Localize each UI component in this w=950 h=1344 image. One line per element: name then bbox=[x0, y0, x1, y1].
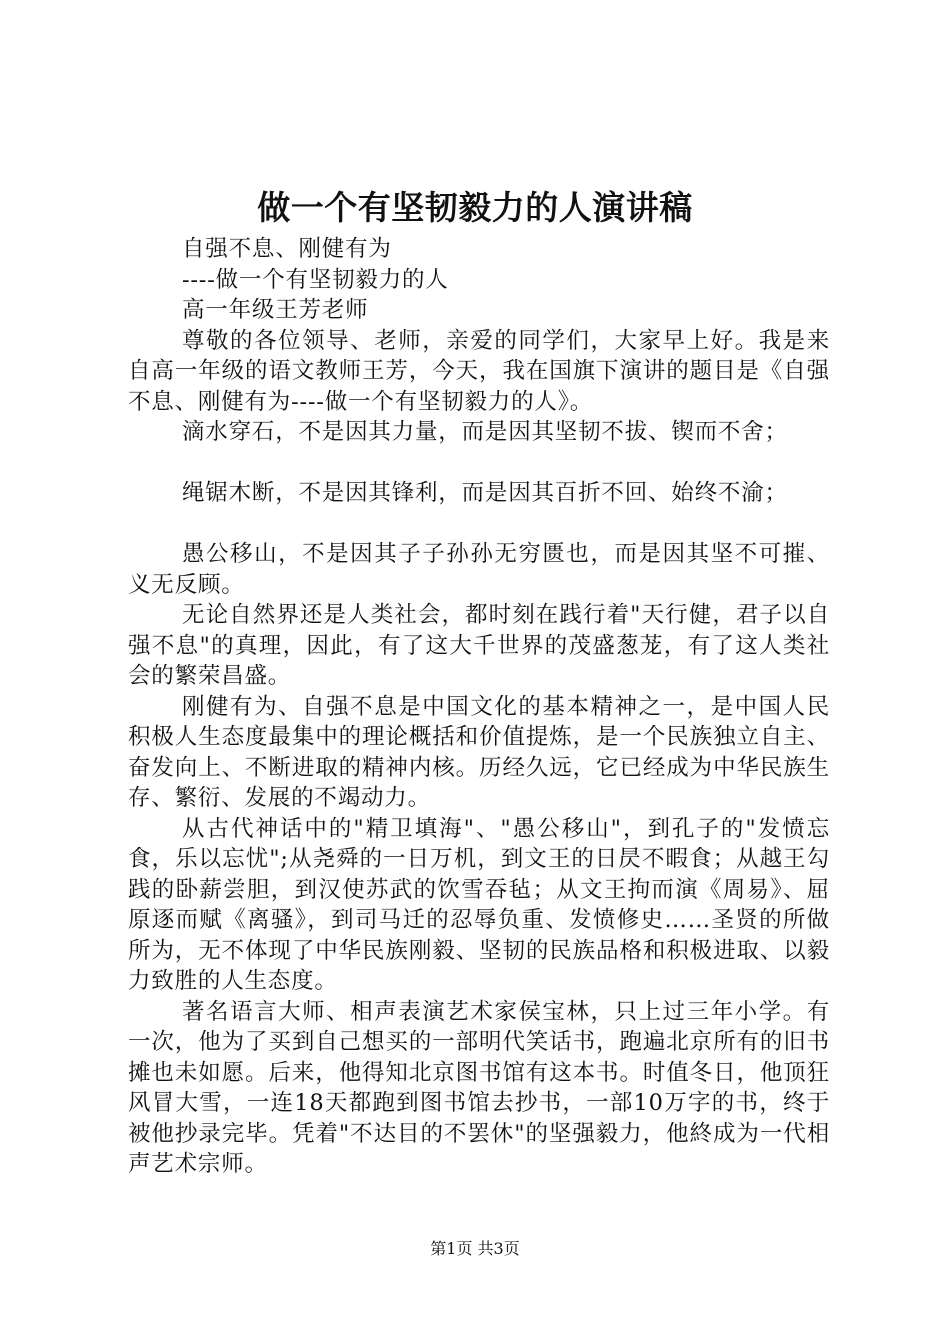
subtitle-line: 自强不息、刚健有为 bbox=[182, 236, 392, 262]
document-title: 做一个有坚韧毅力的人演讲稿 bbox=[257, 188, 693, 227]
paragraph: 无论自然界还是人类社会，都时刻在践行着"天行健，君子以自强不息"的真理，因此，有了这大千世界的茂盛葱茏，有了这人类社会的繁荣昌盛。 bbox=[128, 602, 830, 689]
paragraph: 从古代神话中的"精卫填海"、"愚公移山"，到孔子的"发愤忘食，乐以忘忧";从尧舜的一日万机，到文王的日昃不暇食；从越王勾践的卧薪尝胆，到汉使苏武的饮雪吞毡；从文王拘而演《周易》、屈原逐而赋《离骚》，到司马迁的忍辱负重、发愤修史……圣贤的所做所为，无不体现了中华民族刚毅、坚韧的民族品格和积极进取、以毅力致胜的人生态度。 bbox=[128, 815, 830, 994]
author-line: 高一年级王芳老师 bbox=[182, 297, 369, 323]
document-body bbox=[128, 234, 830, 1180]
paragraph: 刚健有为、自强不息是中国文化的基本精神之一，是中国人民积极人生态度最集中的理论概括和价值提炼，是一个民族独立自主、奋发向上、不断进取的精神内核。历经久远，它已经成为中华民族生存、繁衍、发展的不竭动力。 bbox=[128, 693, 830, 811]
blank-line bbox=[128, 448, 830, 479]
subtitle-line-2: ----做一个有坚韧毅力的人 bbox=[182, 266, 449, 293]
paragraph: 愚公移山，不是因其子子孙孙无穷匮也，而是因其坚不可摧、义无反顾。 bbox=[128, 541, 830, 598]
blank-line bbox=[128, 509, 830, 540]
paragraph: 绳锯木断，不是因其锋利，而是因其百折不回、始终不渝； bbox=[182, 480, 788, 506]
page-footer: 第1页 共3页 bbox=[430, 1239, 520, 1258]
paragraph: 尊敬的各位领导、老师，亲爱的同学们，大家早上好。我是来自高一年级的语文教师王芳，今天，我在国旗下演讲的题目是《自强不息、刚健有为----做一个有坚韧毅力的人》。 bbox=[128, 327, 830, 415]
paragraph: 著名语言大师、相声表演艺术家侯宝林，只上过三年小学。有一次，他为了买到自己想买的一部明代笑话书，跑遍北京所有的旧书摊也未如愿。后来，他得知北京图书馆有这本书。时值冬日，他顶狂风冒大雪，一连18天都跑到图书馆去抄书，一部10万字的书，终于被他抄录完毕。凭着"不达目的不罢休"的坚强毅力，他終成为一代相声艺术宗师。 bbox=[128, 998, 830, 1177]
paragraph: 滴水穿石，不是因其力量，而是因其坚韧不拔、锲而不舍； bbox=[182, 419, 788, 445]
